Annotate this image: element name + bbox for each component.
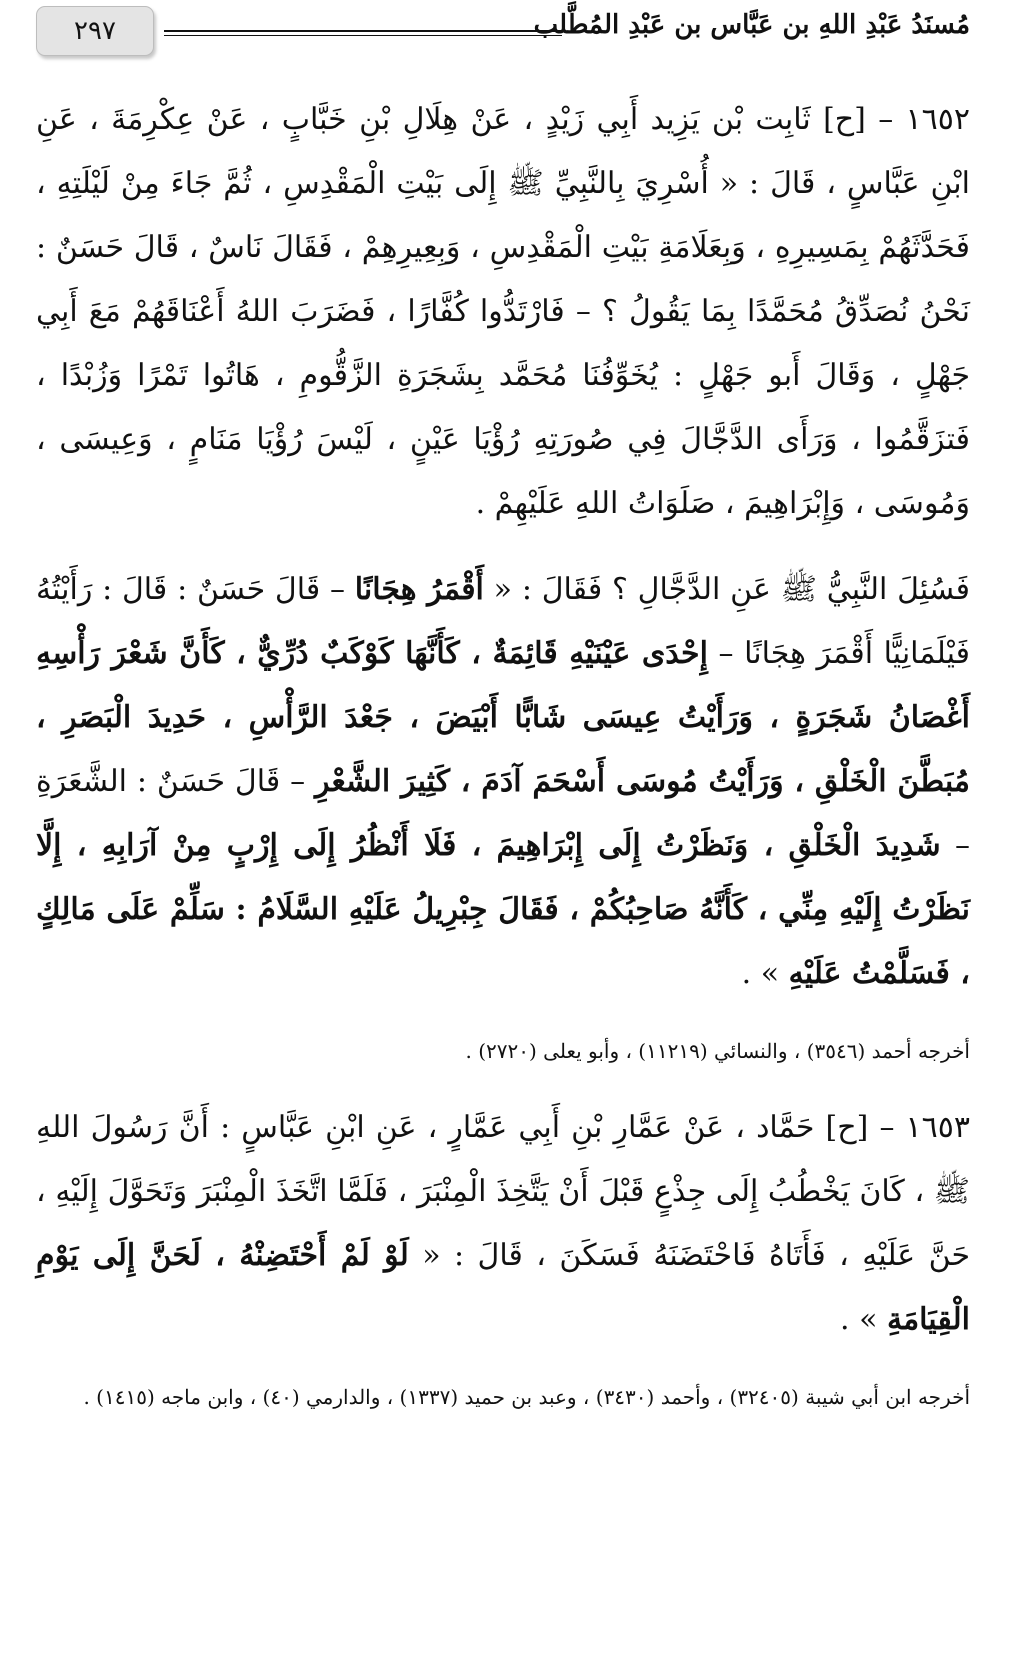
running-title: مُسنَدُ عَبْدِ اللهِ بن عَبَّاس بن عَبْدِ المُطَّلب xyxy=(533,10,970,40)
narration-intro: فَسُئِلَ النَّبِيُّ ﷺ عَنِ الدَّجَّالِ ؟ فَقَالَ : « xyxy=(493,572,970,607)
page-number: ٢٩٧ xyxy=(74,16,116,46)
narration-bold-2: إِحْدَى عَيْنَيْهِ قَائِمَةٌ ، كَأَنَّهَا كَوْكَبٌ دُرِّيٌّ ، كَأَنَّ شَعْرَ رَأْسِهِ أَغْصَانُ شَجَرَةٍ ، وَرَأَيْتُ عِيسَى شَابًّا أَبْيَضَ ، جَعْدَ الرَّأْسِ ، حَدِيدَ الْبَصَرِ ، مُبَطَّنَ الْخَلْقِ ، وَرَأَيْتُ مُوسَى أَسْحَمَ آدَمَ ، كَثِيرَ الشَّعْرِ xyxy=(36,636,971,799)
narration-aside-1: – قَالَ حَسَنٌ : قَالَ : رَأَيْتُهُ فَيْلَمَانِيًّا أَقْمَرَ هِجَانًا – xyxy=(36,572,970,671)
hadith-1652-paragraph-1: ١٦٥٢ – [ح] ثَابِت بْن يَزِيد أَبِي زَيْدٍ ، عَنْ هِلَالِ بْنِ خَبَّابٍ ، عَنْ عِكْرِمَةَ ، عَنِ ابْنِ عَبَّاسٍ ، قَالَ : « أُسْرِيَ بِالنَّبِيِّ ﷺ إِلَى بَيْتِ الْمَقْدِسِ ، ثُمَّ جَاءَ مِنْ لَيْلَتِهِ ، فَحَدَّثَهُمْ بِمَسِيرِهِ ، وَبِعَلَامَةِ بَيْتِ الْمَقْدِسِ ، وَبِعِيرِهِمْ ، فَقَالَ نَاسٌ ، قَالَ حَسَنٌ : نَحْنُ نُصَدِّقُ مُحَمَّدًا بِمَا يَقُولُ ؟ – فَارْتَدُّوا كُفَّارًا ، فَضَرَبَ اللهُ أَعْنَاقَهُمْ مَعَ أَبِي جَهْلٍ ، وَقَالَ أَبو جَهْلٍ : يُخَوِّفُنَا مُحَمَّد بِشَجَرَةِ الزَّقُّومِ ، هَاتُوا تَمْرًا وَزُبْدًا ، فَتزَقَّمُوا ، وَرَأَى الدَّجَّالَ فِي صُورَتِهِ رُؤْيَا عَيْنٍ ، لَيْسَ رُؤْيَا مَنَامٍ ، وَعِيسَى ، وَمُوسَى ، وَإِبْرَاهِيمَ ، صَلَوَاتُ اللهِ عَلَيْهِمْ . xyxy=(36,102,970,521)
footnote-1652: أخرجه أحمد (٣٥٤٦) ، والنسائي (١١٢١٩) ، وأبو يعلى (٢٧٢٠) . xyxy=(465,1039,970,1063)
page-body xyxy=(36,88,970,1432)
page-number-badge xyxy=(36,6,154,56)
narration-end: » . xyxy=(741,956,780,991)
page-header xyxy=(36,6,970,64)
hadith-1653-paragraph xyxy=(36,1096,970,1352)
hadith-1653-bold: لَوْ لَمْ أَحْتَضِنْهُ ، لَحَنَّ إِلَى يَوْمِ الْقِيَامَةِ xyxy=(36,1238,970,1337)
narration-bold-1: أَقْمَرُ هِجَانًا xyxy=(354,572,484,607)
footnote-1653: أخرجه ابن أبي شيبة (٣٢٤٠٥) ، وأحمد (٣٤٣٠) ، وعبد بن حميد (١٣٣٧) ، والدارمي (٤٠) ، وابن ماجه (١٤١٥) . xyxy=(83,1385,970,1409)
narration-aside-2: – قَالَ حَسَنٌ : الشَّعَرَةِ – xyxy=(36,764,970,863)
header-rule xyxy=(164,30,562,36)
hadith-1652-paragraph-2 xyxy=(36,558,970,1006)
hadith-1653-intro: ١٦٥٣ – [ح] حَمَّاد ، عَنْ عَمَّارِ بْنِ أَبِي عَمَّارٍ ، عَنِ ابْنِ عَبَّاسٍ : أَنَّ رَسُولَ اللهِ ﷺ ، كَانَ يَخْطُبُ إِلَى جِذْعٍ قَبْلَ أَنْ يَتَّخِذَ الْمِنْبَرَ ، فَلَمَّا اتَّخَذَ الْمِنْبَرَ وَتَحَوَّلَ إِلَيْهِ ، حَنَّ عَلَيْهِ ، فَأَتَاهُ فَاحْتَضَنَهُ فَسَكَنَ ، قَالَ : « xyxy=(36,1110,970,1273)
hadith-1653-end: » . xyxy=(840,1302,878,1337)
narration-bold-3: شَدِيدَ الْخَلْقِ ، وَنَظَرْتُ إِلَى إِبْرَاهِيمَ ، فَلَا أَنْظُرُ إِلَى إِرْبٍ مِنْ آرَابِهِ ، إِلَّا نَظَرْتُ إِلَيْهِ مِنِّي ، كَأَنَّهُ صَاحِبُكُمْ ، فَقَالَ جِبْرِيلُ عَلَيْهِ السَّلَامُ : سَلِّمْ عَلَى مَالِكٍ ، فَسَلَّمْتُ عَلَيْهِ xyxy=(36,828,970,991)
